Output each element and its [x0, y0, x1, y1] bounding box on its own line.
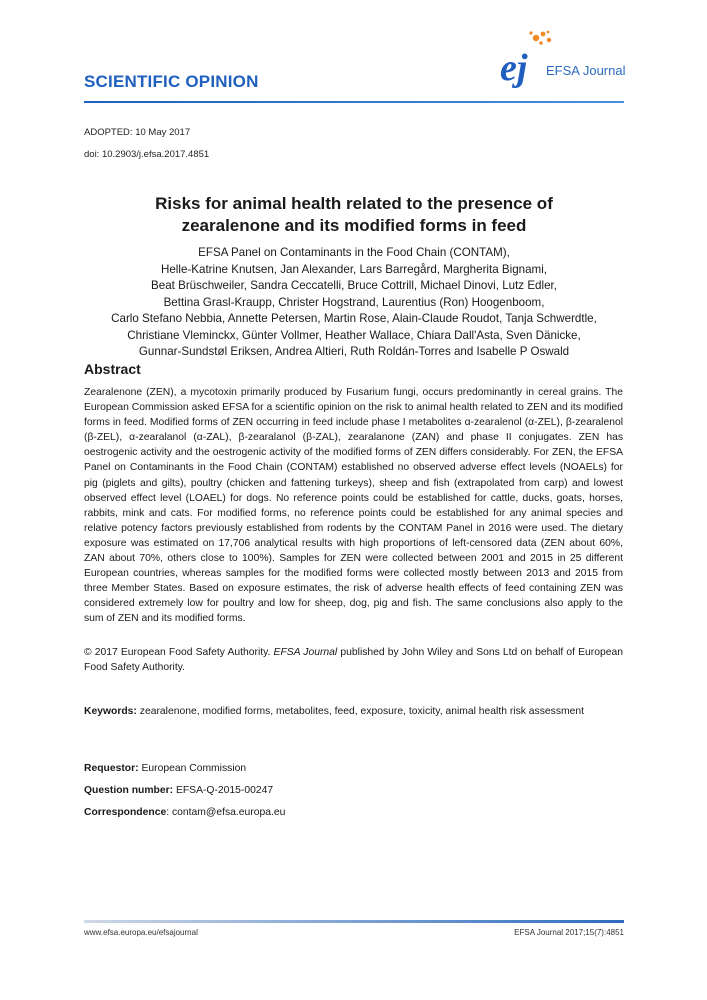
author-line: Carlo Stefano Nebbia, Annette Petersen, Martin Rose, Alain-Claude Roudot, Tanja Schwerdtle,: [111, 312, 597, 325]
author-line: Christiane Vleminckx, Günter Vollmer, Heather Wallace, Chiara Dall'Asta, Sven Dänicke,: [127, 328, 581, 342]
abstract-heading: Abstract: [84, 361, 141, 377]
logo-dots: [529, 31, 551, 45]
question-value: EFSA-Q-2015-00247: [175, 785, 274, 796]
question-label: Question number:: [84, 785, 174, 796]
efsa-journal-logo: [498, 28, 628, 88]
copyright-suffix: published by John Wiley and Sons Ltd on behalf of European Food Safety Authority.: [84, 647, 624, 674]
copyright-prefix: © 2017 European Food Safety Authority.: [84, 647, 271, 658]
footer-citation: EFSA Journal 2017;15(7):4851: [514, 928, 624, 937]
author-line: Helle-Katrine Knutsen, Jan Alexander, Lars Barregård, Margherita Bignami,: [160, 262, 548, 276]
section-label: SCIENTIFIC OPINION: [84, 72, 259, 91]
title-line-2: zearalenone and its modified forms in feed: [181, 216, 527, 235]
correspondence-label: Correspondence: [84, 807, 167, 818]
copyright-journal: EFSA Journal: [273, 647, 338, 658]
abstract-body: Zearalenone (ZEN), a mycotoxin primarily produced by Fusarium fungi, occurs predominantly in cereal grains. The European Commission asked EFSA for a scientific opinion on the risk to animal health related to ZEN and its modified forms in feed. Modified forms of ZEN occurring in feed include phase I metabolites α-zearalenol (α-ZEL), β-zearalenol (β-ZEL), α-zearalanol (α-ZAL), β-zearalanol (β-ZAL), zearalanone (ZAN) and phase II conjugates. ZEN has oestrogenic activity and the oestrogenic activity of the modified forms of ZEN differs considerably. For ZEN, the EFSA Panel on Contaminants in the Food Chain (CONTAM) established no observed adverse effect levels (NOAELs) for pig (piglets and gilts), poultry (chicken and fattening turkeys), sheep and fish (extrapolated from carp) and lowest observed effect level (LOAEL) for dogs. No reference points could be established for cattle, ducks, goats, horses, rabbits, mink and cats. For modified forms, no reference points could be established for any animal species and relative potency factors previously established from rodents by the CONTAM Panel in 2016 were used. The dietary exposure was estimated on 17,706 analytical results with high proportions of left-censored data (ZEN about 60%, ZAN about 70%, others close to 100%). Samples for ZEN were collected between 2001 and 2015 in 25 different European countries, whereas samples for the modified forms were collected mostly between 2013 and 2015 from three Member States. Based on exposure estimates, the risk of adverse health effects of feed containing ZEN was considered extremely low for poultry and low for sheep, dog, pig and fish. The same conclusions also apply to the sum of ZEN and its modified forms.: [84, 387, 623, 625]
copyright-notice: [84, 645, 623, 675]
keywords: [84, 704, 623, 719]
author-line: EFSA Panel on Contaminants in the Food Chain (CONTAM),: [198, 246, 510, 259]
keywords-label: Keywords:: [84, 706, 137, 717]
doi[interactable]: doi: 10.2903/j.efsa.2017.4851: [84, 149, 210, 160]
question-number: [84, 785, 273, 796]
logo-mark: ej: [500, 47, 528, 88]
article-title: [84, 193, 624, 237]
author-line: Bettina Grasl-Kraupp, Christer Hogstrand, Laurentius (Ron) Hoogenboom,: [163, 295, 545, 309]
title-line-1: Risks for animal health related to the presence of: [155, 194, 553, 213]
footer-url[interactable]: www.efsa.europa.eu/efsajournal: [84, 928, 198, 937]
author-line: Beat Brüschweiler, Sandra Ceccatelli, Bruce Cottrill, Michael Dinovi, Lutz Edler,: [151, 279, 557, 292]
requestor-label: Requestor:: [84, 763, 139, 774]
journal-name: EFSA Journal: [546, 63, 626, 78]
requestor: [84, 763, 246, 774]
keywords-value: zearalenone, modified forms, metabolites, feed, exposure, toxicity, animal health risk assessment: [139, 706, 584, 717]
adopted-date: ADOPTED: 10 May 2017: [84, 127, 191, 138]
header-rule: [84, 101, 624, 103]
correspondence: [84, 807, 285, 818]
requestor-value: European Commission: [141, 763, 247, 774]
author-line: Gunnar-Sundstøl Eriksen, Andrea Altieri, Ruth Roldán-Torres and Isabelle P Oswald: [138, 345, 570, 358]
correspondence-value[interactable]: : contam@efsa.europa.eu: [166, 807, 286, 818]
author-list: [84, 245, 624, 361]
footer-rule: [84, 920, 624, 923]
